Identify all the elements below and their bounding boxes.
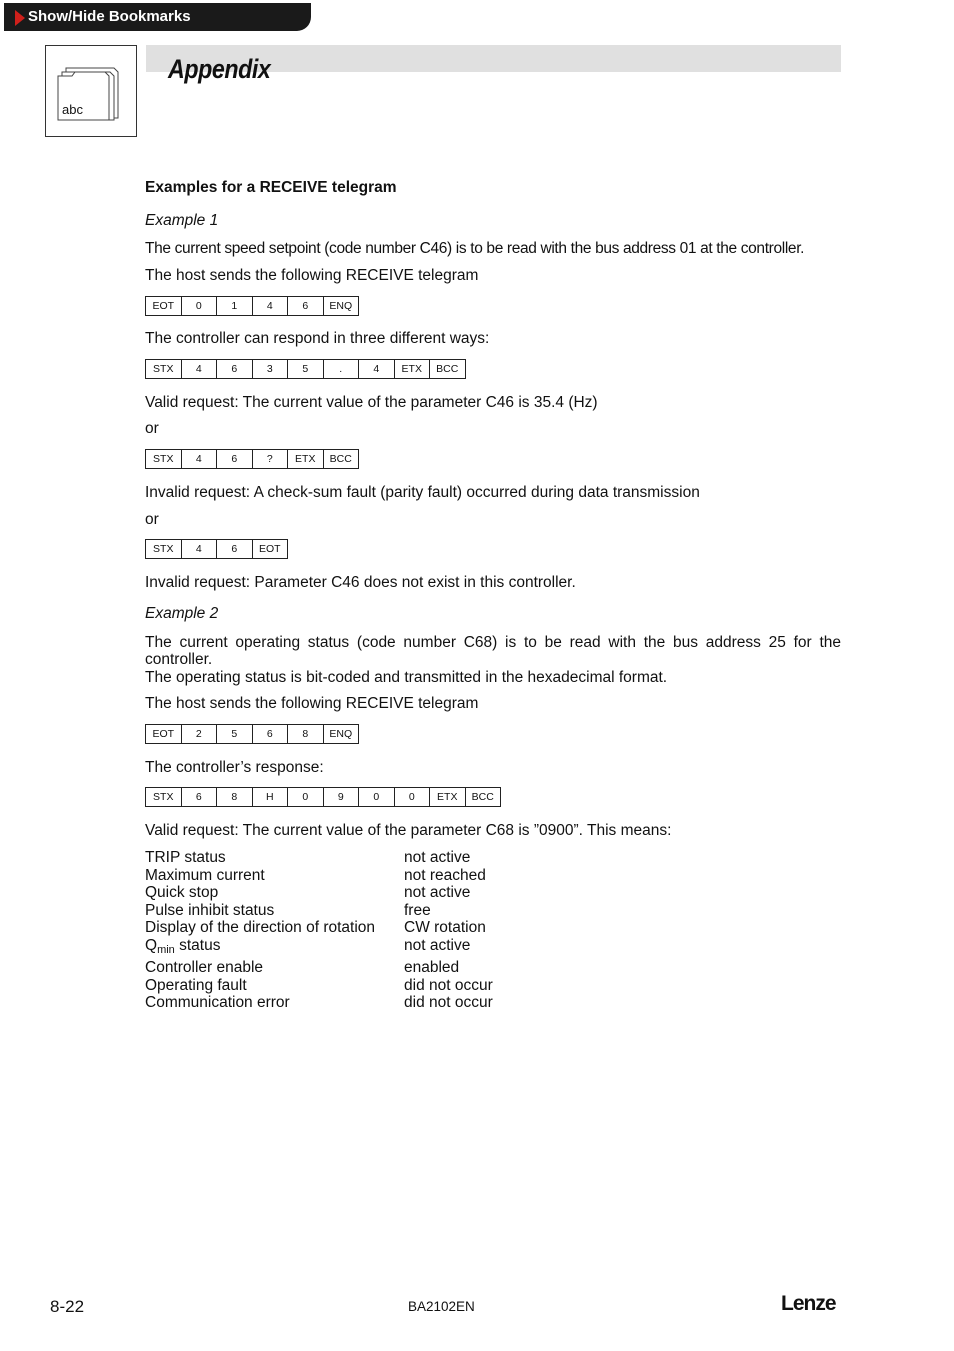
telegram-cell: 1 [216,296,253,316]
status-row [145,977,493,995]
example2-host-sends: The host sends the following RECEIVE telegram [145,695,479,712]
telegram-cell: 8 [287,724,324,744]
status-key: Maximum current [145,866,265,884]
status-key: Controller enable [145,959,264,976]
or-text-2: or [145,511,159,528]
telegram-cell: EOT [145,724,182,744]
telegram-cell: 4 [181,539,218,559]
telegram-cell: ENQ [323,296,360,316]
status-row [145,884,493,902]
telegram-cell: ? [252,449,289,469]
telegram-cell: 0 [358,787,395,807]
response3-description: Invalid request: Parameter C46 does not exist in this controller. [145,574,576,591]
response2-description: Invalid request: A check-sum fault (parity fault) occurred during data transmission [145,484,700,501]
example2-intro-1: The current operating status (code number C68) is to be read with the bus address 25 for the controller. [145,634,841,668]
status-row [145,849,493,867]
icon-abc-label: abc [62,102,83,117]
example2-response-label: The controller’s response: [145,759,324,776]
telegram-cell: 8 [216,787,253,807]
telegram-cell: 0 [287,787,324,807]
status-key: Display of the direction of rotation [145,919,376,936]
status-value: not active [404,884,471,901]
telegram-response-3 [145,539,288,557]
folder-stack-graphic [46,46,136,136]
telegram-cell: 0 [181,296,218,316]
telegram-cell: EOT [252,539,289,559]
lenze-logo: Lenze [781,1292,836,1315]
page-title: Appendix [168,54,271,84]
telegram-response-4 [145,787,501,805]
example1-respond-text: The controller can respond in three different ways: [145,330,490,347]
status-value: not active [404,936,471,954]
status-key: Quick stop [145,884,219,901]
status-row [145,919,493,937]
telegram-cell: 9 [323,787,360,807]
telegram-cell: 3 [252,359,289,379]
telegram-response-2 [145,449,359,467]
example1-intro: The current speed setpoint (code number C46) is to be read with the bus address 01 at the controller. [145,240,805,257]
telegram-cell: H [252,787,289,807]
telegram-cell: 6 [216,359,253,379]
example2-intro [145,634,841,668]
status-key: Communication error [145,994,290,1011]
section-heading: Examples for a RECEIVE telegram [145,179,397,196]
telegram-cell: 4 [358,359,395,379]
status-value: did not occur [404,976,493,994]
telegram-cell: 5 [287,359,324,379]
telegram-cell: STX [145,787,182,807]
telegram-request-2 [145,724,359,742]
telegram-cell: ENQ [323,724,360,744]
example2-response-description: Valid request: The current value of the parameter C68 is ”0900”. This means: [145,822,672,839]
example2-intro-2: The operating status is bit-coded and transmitted in the hexadecimal format. [145,669,668,686]
response1-description: Valid request: The current value of the parameter C46 is 35.4 (Hz) [145,394,598,411]
telegram-cell: 6 [252,724,289,744]
telegram-cell: ETX [394,359,431,379]
telegram-cell: 2 [181,724,218,744]
telegram-cell: 4 [252,296,289,316]
telegram-cell: 6 [181,787,218,807]
triangle-right-icon [15,10,25,26]
document-id: BA2102EN [408,1299,475,1314]
status-table [145,849,493,1012]
status-key: Operating fault [145,976,247,994]
status-value: free [404,901,431,919]
status-row [145,959,493,977]
status-value: CW rotation [404,919,486,936]
status-key: Pulse inhibit status [145,901,275,919]
telegram-cell: STX [145,539,182,559]
example1-host-sends: The host sends the following RECEIVE telegram [145,267,479,284]
telegram-cell: 6 [216,449,253,469]
telegram-cell: STX [145,449,182,469]
telegram-cell: 6 [287,296,324,316]
telegram-cell: 0 [394,787,431,807]
example2-heading: Example 2 [145,605,219,622]
telegram-cell: 5 [216,724,253,744]
folder-abc-icon [45,45,137,137]
telegram-cell: 4 [181,449,218,469]
status-value: enabled [404,959,460,976]
telegram-cell: . [323,359,360,379]
telegram-cell: BCC [465,787,502,807]
status-key: $Q_{min}$ status [145,936,221,956]
show-hide-bookmarks-tab[interactable] [4,3,311,31]
telegram-cell: BCC [429,359,466,379]
telegram-cell: 6 [216,539,253,559]
telegram-cell: ETX [429,787,466,807]
bookmarks-tab-label: Show/Hide Bookmarks [28,8,191,25]
page-number: 8-22 [50,1297,85,1316]
telegram-cell: EOT [145,296,182,316]
status-row [145,867,493,885]
example1-heading: Example 1 [145,212,219,229]
status-key: TRIP status [145,849,226,866]
telegram-cell: 4 [181,359,218,379]
telegram-cell: STX [145,359,182,379]
telegram-cell: BCC [323,449,360,469]
status-value: not active [404,849,471,866]
status-row [145,994,493,1012]
telegram-cell: ETX [287,449,324,469]
telegram-request-1 [145,296,359,314]
status-row [145,937,493,960]
telegram-response-1 [145,359,466,377]
status-value: did not occur [404,994,493,1011]
status-value: not reached [404,866,486,884]
status-row [145,902,493,920]
or-text-1: or [145,420,159,437]
